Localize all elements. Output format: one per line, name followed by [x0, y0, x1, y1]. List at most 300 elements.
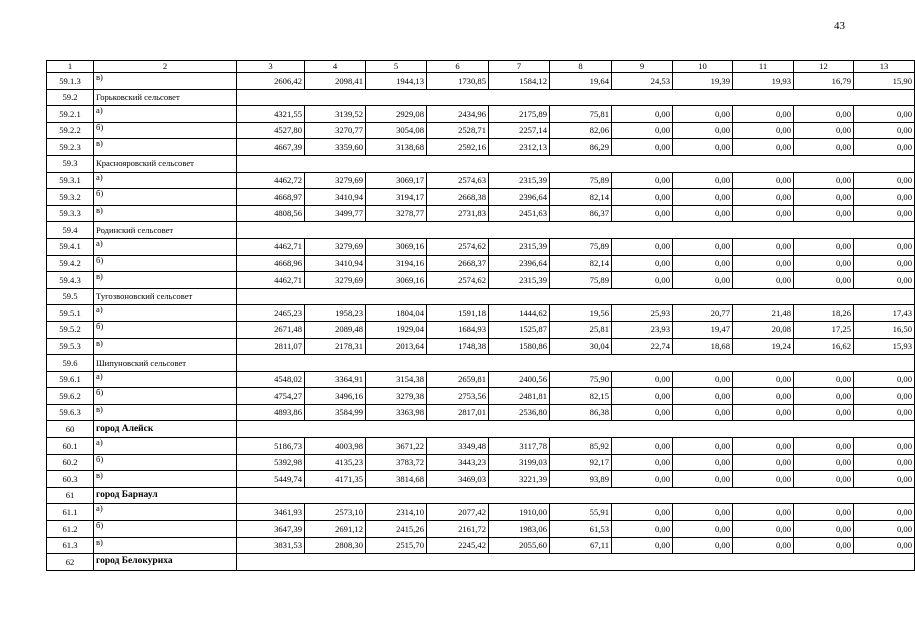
- value-cell: 67,11: [550, 537, 612, 554]
- value-cell: 0,00: [733, 471, 794, 488]
- value-cell: 93,89: [550, 471, 612, 488]
- value-cell: 0,00: [854, 471, 915, 488]
- row-code: 59.4.3: [47, 272, 94, 289]
- value-cell: 5186,73: [237, 438, 305, 455]
- value-cell: 2396,64: [489, 189, 550, 206]
- value-cell: 2451,63: [489, 205, 550, 222]
- table-row: [47, 189, 915, 206]
- value-cell: 0,00: [854, 272, 915, 289]
- value-cell: 0,00: [673, 537, 733, 554]
- value-cell: 0,00: [733, 404, 794, 421]
- value-cell: 2161,72: [427, 521, 489, 538]
- table-row: [47, 73, 915, 90]
- value-cell: 0,00: [794, 454, 854, 471]
- value-cell: 4462,71: [237, 238, 305, 255]
- value-cell: 3496,16: [305, 388, 366, 405]
- value-cell: 20,77: [673, 305, 733, 322]
- value-cell: 2415,26: [366, 521, 427, 538]
- value-cell: 0,00: [733, 537, 794, 554]
- row-variant: в): [94, 404, 237, 421]
- value-cell: 0,00: [854, 388, 915, 405]
- value-cell: 18,68: [673, 338, 733, 355]
- column-header: 4: [305, 61, 366, 73]
- value-cell: 3194,16: [366, 255, 427, 272]
- value-cell: 2175,89: [489, 106, 550, 123]
- value-cell: 19,24: [733, 338, 794, 355]
- value-cell: 3138,68: [366, 139, 427, 156]
- value-cell: 0,00: [794, 537, 854, 554]
- value-cell: 55,91: [550, 504, 612, 521]
- value-cell: 17,43: [854, 305, 915, 322]
- value-cell: 4321,55: [237, 106, 305, 123]
- column-header: 2: [94, 61, 237, 73]
- row-variant: в): [94, 537, 237, 554]
- value-cell: 4462,71: [237, 272, 305, 289]
- value-cell: 0,00: [673, 172, 733, 189]
- value-cell: 24,53: [612, 73, 673, 90]
- value-cell: 2465,23: [237, 305, 305, 322]
- value-cell: 75,89: [550, 272, 612, 289]
- row-variant: а): [94, 305, 237, 322]
- value-cell: 92,17: [550, 454, 612, 471]
- value-cell: 2055,60: [489, 537, 550, 554]
- value-cell: 2671,48: [237, 321, 305, 338]
- value-cell: 85,92: [550, 438, 612, 455]
- value-cell: 4893,86: [237, 404, 305, 421]
- row-code: 61.2: [47, 521, 94, 538]
- section-row: [47, 421, 915, 438]
- value-cell: 0,00: [612, 471, 673, 488]
- value-cell: 2257,14: [489, 122, 550, 139]
- section-title: город Барнаул: [94, 487, 237, 504]
- column-header: 6: [427, 61, 489, 73]
- value-cell: 0,00: [794, 521, 854, 538]
- value-cell: 0,00: [733, 238, 794, 255]
- value-cell: 3443,23: [427, 454, 489, 471]
- value-cell: 2077,42: [427, 504, 489, 521]
- value-cell: 3194,17: [366, 189, 427, 206]
- row-code: 61: [47, 487, 94, 504]
- value-cell: 75,89: [550, 238, 612, 255]
- value-cell: 3279,69: [305, 172, 366, 189]
- row-variant: б): [94, 255, 237, 272]
- section-title: Шипуновский сельсовет: [94, 355, 237, 372]
- row-variant: а): [94, 238, 237, 255]
- value-cell: 3814,68: [366, 471, 427, 488]
- table-row: [47, 371, 915, 388]
- value-cell: 2396,64: [489, 255, 550, 272]
- value-cell: 0,00: [673, 255, 733, 272]
- value-cell: 2315,39: [489, 238, 550, 255]
- column-header: 7: [489, 61, 550, 73]
- value-cell: 0,00: [733, 504, 794, 521]
- value-cell: 0,00: [612, 537, 673, 554]
- empty-cell: [237, 222, 915, 239]
- value-cell: 2515,70: [366, 537, 427, 554]
- value-cell: 0,00: [794, 272, 854, 289]
- value-cell: 0,00: [733, 139, 794, 156]
- value-cell: 2098,41: [305, 73, 366, 90]
- row-code: 60.1: [47, 438, 94, 455]
- value-cell: 75,89: [550, 172, 612, 189]
- row-code: 60.2: [47, 454, 94, 471]
- column-header: 9: [612, 61, 673, 73]
- value-cell: 2536,80: [489, 404, 550, 421]
- value-cell: 0,00: [673, 388, 733, 405]
- value-cell: 2245,42: [427, 537, 489, 554]
- value-cell: 2481,81: [489, 388, 550, 405]
- value-cell: 0,00: [854, 106, 915, 123]
- value-cell: 2434,96: [427, 106, 489, 123]
- value-cell: 2659,81: [427, 371, 489, 388]
- value-cell: 0,00: [733, 388, 794, 405]
- row-variant: в): [94, 338, 237, 355]
- value-cell: 3363,98: [366, 404, 427, 421]
- row-code: 59.1.3: [47, 73, 94, 90]
- value-cell: 0,00: [673, 122, 733, 139]
- value-cell: 0,00: [673, 454, 733, 471]
- row-variant: в): [94, 272, 237, 289]
- row-variant: б): [94, 388, 237, 405]
- value-cell: 2314,10: [366, 504, 427, 521]
- table-row: [47, 521, 915, 538]
- value-cell: 4548,02: [237, 371, 305, 388]
- value-cell: 2929,08: [366, 106, 427, 123]
- value-cell: 1804,04: [366, 305, 427, 322]
- row-code: 59.3.2: [47, 189, 94, 206]
- value-cell: 0,00: [612, 454, 673, 471]
- empty-cell: [237, 288, 915, 305]
- row-code: 61.3: [47, 537, 94, 554]
- empty-cell: [237, 421, 915, 438]
- value-cell: 0,00: [854, 504, 915, 521]
- value-cell: 82,06: [550, 122, 612, 139]
- value-cell: 25,81: [550, 321, 612, 338]
- section-row: [47, 554, 915, 571]
- row-code: 59.5.2: [47, 321, 94, 338]
- value-cell: 3671,22: [366, 438, 427, 455]
- value-cell: 25,93: [612, 305, 673, 322]
- section-row: [47, 89, 915, 106]
- value-cell: 3221,39: [489, 471, 550, 488]
- value-cell: 4171,35: [305, 471, 366, 488]
- section-row: [47, 355, 915, 372]
- value-cell: 2315,39: [489, 272, 550, 289]
- value-cell: 0,00: [612, 139, 673, 156]
- value-cell: 3410,94: [305, 189, 366, 206]
- value-cell: 1748,38: [427, 338, 489, 355]
- row-code: 59.6.2: [47, 388, 94, 405]
- value-cell: 19,64: [550, 73, 612, 90]
- section-row: [47, 155, 915, 172]
- value-cell: 0,00: [612, 438, 673, 455]
- value-cell: 3278,77: [366, 205, 427, 222]
- value-cell: 3069,17: [366, 172, 427, 189]
- value-cell: 2731,83: [427, 205, 489, 222]
- value-cell: 3469,03: [427, 471, 489, 488]
- value-cell: 5392,98: [237, 454, 305, 471]
- value-cell: 4668,97: [237, 189, 305, 206]
- value-cell: 3349,48: [427, 438, 489, 455]
- row-code: 59.3.1: [47, 172, 94, 189]
- column-header: 1: [47, 61, 94, 73]
- value-cell: 0,00: [673, 371, 733, 388]
- column-header: 10: [673, 61, 733, 73]
- table-row: [47, 305, 915, 322]
- value-cell: 0,00: [673, 205, 733, 222]
- row-variant: в): [94, 73, 237, 90]
- value-cell: 4667,39: [237, 139, 305, 156]
- value-cell: 0,00: [733, 205, 794, 222]
- value-cell: 0,00: [612, 388, 673, 405]
- value-cell: 0,00: [612, 404, 673, 421]
- value-cell: 0,00: [612, 272, 673, 289]
- row-code: 62: [47, 554, 94, 571]
- value-cell: 0,00: [733, 106, 794, 123]
- value-cell: 82,15: [550, 388, 612, 405]
- value-cell: 2668,37: [427, 255, 489, 272]
- value-cell: 0,00: [673, 139, 733, 156]
- value-cell: 2013,64: [366, 338, 427, 355]
- value-cell: 0,00: [673, 404, 733, 421]
- value-cell: 0,00: [854, 122, 915, 139]
- value-cell: 3783,72: [366, 454, 427, 471]
- table-body: [47, 73, 915, 571]
- value-cell: 0,00: [733, 438, 794, 455]
- row-code: 60.3: [47, 471, 94, 488]
- value-cell: 20,08: [733, 321, 794, 338]
- value-cell: 0,00: [612, 504, 673, 521]
- value-cell: 2592,16: [427, 139, 489, 156]
- value-cell: 2574,62: [427, 272, 489, 289]
- value-cell: 5449,74: [237, 471, 305, 488]
- row-variant: б): [94, 122, 237, 139]
- value-cell: 0,00: [733, 272, 794, 289]
- value-cell: 3154,38: [366, 371, 427, 388]
- value-cell: 0,00: [612, 189, 673, 206]
- empty-cell: [237, 155, 915, 172]
- row-variant: а): [94, 172, 237, 189]
- table-row: [47, 321, 915, 338]
- value-cell: 0,00: [612, 205, 673, 222]
- value-cell: 61,53: [550, 521, 612, 538]
- row-code: 59.4.1: [47, 238, 94, 255]
- value-cell: 86,38: [550, 404, 612, 421]
- table-row: [47, 139, 915, 156]
- value-cell: 0,00: [733, 172, 794, 189]
- value-cell: 0,00: [733, 122, 794, 139]
- value-cell: 0,00: [673, 238, 733, 255]
- value-cell: 4527,80: [237, 122, 305, 139]
- value-cell: 1929,04: [366, 321, 427, 338]
- value-cell: 0,00: [733, 521, 794, 538]
- tariff-table: [46, 60, 915, 571]
- row-variant: а): [94, 504, 237, 521]
- value-cell: 0,00: [673, 438, 733, 455]
- value-cell: 22,74: [612, 338, 673, 355]
- table-row: [47, 504, 915, 521]
- row-code: 59.5.1: [47, 305, 94, 322]
- row-code: 59.3.3: [47, 205, 94, 222]
- value-cell: 1730,85: [427, 73, 489, 90]
- table-row: [47, 106, 915, 123]
- value-cell: 3069,16: [366, 238, 427, 255]
- value-cell: 3139,52: [305, 106, 366, 123]
- table-row: [47, 172, 915, 189]
- value-cell: 1584,12: [489, 73, 550, 90]
- value-cell: 82,14: [550, 255, 612, 272]
- value-cell: 0,00: [794, 172, 854, 189]
- value-cell: 0,00: [794, 438, 854, 455]
- table-row: [47, 471, 915, 488]
- value-cell: 19,47: [673, 321, 733, 338]
- value-cell: 0,00: [794, 122, 854, 139]
- row-variant: б): [94, 454, 237, 471]
- value-cell: 0,00: [854, 238, 915, 255]
- row-variant: б): [94, 521, 237, 538]
- value-cell: 0,00: [854, 172, 915, 189]
- value-cell: 0,00: [673, 106, 733, 123]
- value-cell: 0,00: [854, 189, 915, 206]
- value-cell: 75,81: [550, 106, 612, 123]
- value-cell: 0,00: [673, 189, 733, 206]
- value-cell: 0,00: [794, 404, 854, 421]
- value-cell: 21,48: [733, 305, 794, 322]
- value-cell: 1444,62: [489, 305, 550, 322]
- row-variant: б): [94, 189, 237, 206]
- value-cell: 1944,13: [366, 73, 427, 90]
- value-cell: 0,00: [794, 471, 854, 488]
- value-cell: 1684,93: [427, 321, 489, 338]
- value-cell: 2528,71: [427, 122, 489, 139]
- value-cell: 4754,27: [237, 388, 305, 405]
- table-row: [47, 438, 915, 455]
- row-variant: в): [94, 205, 237, 222]
- value-cell: 18,26: [794, 305, 854, 322]
- value-cell: 3461,93: [237, 504, 305, 521]
- value-cell: 0,00: [854, 205, 915, 222]
- value-cell: 3270,77: [305, 122, 366, 139]
- value-cell: 19,56: [550, 305, 612, 322]
- value-cell: 0,00: [733, 189, 794, 206]
- table-row: [47, 122, 915, 139]
- value-cell: 2400,56: [489, 371, 550, 388]
- row-code: 59.5.3: [47, 338, 94, 355]
- value-cell: 3499,77: [305, 205, 366, 222]
- value-cell: 16,50: [854, 321, 915, 338]
- row-code: 59.6.1: [47, 371, 94, 388]
- page-number: 43: [834, 20, 845, 32]
- section-title: Краснояровский сельсовет: [94, 155, 237, 172]
- value-cell: 2606,42: [237, 73, 305, 90]
- value-cell: 0,00: [854, 371, 915, 388]
- value-cell: 0,00: [612, 255, 673, 272]
- value-cell: 0,00: [612, 521, 673, 538]
- value-cell: 0,00: [794, 504, 854, 521]
- value-cell: 0,00: [794, 189, 854, 206]
- value-cell: 75,90: [550, 371, 612, 388]
- value-cell: 19,39: [673, 73, 733, 90]
- section-title: город Белокуриха: [94, 554, 237, 571]
- value-cell: 16,79: [794, 73, 854, 90]
- value-cell: 0,00: [673, 521, 733, 538]
- value-cell: 0,00: [794, 388, 854, 405]
- value-cell: 3364,91: [305, 371, 366, 388]
- value-cell: 3054,08: [366, 122, 427, 139]
- value-cell: 0,00: [854, 521, 915, 538]
- section-row: [47, 222, 915, 239]
- value-cell: 0,00: [733, 371, 794, 388]
- value-cell: 0,00: [794, 106, 854, 123]
- value-cell: 1580,86: [489, 338, 550, 355]
- value-cell: 15,90: [854, 73, 915, 90]
- column-header: 8: [550, 61, 612, 73]
- value-cell: 3831,53: [237, 537, 305, 554]
- value-cell: 1910,00: [489, 504, 550, 521]
- section-title: Родинский сельсовет: [94, 222, 237, 239]
- section-row: [47, 288, 915, 305]
- value-cell: 0,00: [612, 371, 673, 388]
- row-variant: в): [94, 471, 237, 488]
- value-cell: 2817,01: [427, 404, 489, 421]
- value-cell: 2574,62: [427, 238, 489, 255]
- value-cell: 1591,18: [427, 305, 489, 322]
- value-cell: 2315,39: [489, 172, 550, 189]
- value-cell: 3279,69: [305, 238, 366, 255]
- value-cell: 2178,31: [305, 338, 366, 355]
- value-cell: 0,00: [612, 172, 673, 189]
- value-cell: 2668,38: [427, 189, 489, 206]
- row-code: 61.1: [47, 504, 94, 521]
- row-code: 59.6: [47, 355, 94, 372]
- table-row: [47, 388, 915, 405]
- value-cell: 17,25: [794, 321, 854, 338]
- value-cell: 0,00: [854, 139, 915, 156]
- column-header: 11: [733, 61, 794, 73]
- row-code: 59.6.3: [47, 404, 94, 421]
- value-cell: 3647,39: [237, 521, 305, 538]
- value-cell: 4808,56: [237, 205, 305, 222]
- value-cell: 3199,03: [489, 454, 550, 471]
- value-cell: 19,93: [733, 73, 794, 90]
- row-variant: а): [94, 438, 237, 455]
- value-cell: 0,00: [854, 404, 915, 421]
- row-code: 59.3: [47, 155, 94, 172]
- value-cell: 4462,72: [237, 172, 305, 189]
- value-cell: 0,00: [794, 205, 854, 222]
- value-cell: 3410,94: [305, 255, 366, 272]
- empty-cell: [237, 355, 915, 372]
- section-title: город Алейск: [94, 421, 237, 438]
- row-variant: а): [94, 371, 237, 388]
- value-cell: 2753,56: [427, 388, 489, 405]
- value-cell: 16,62: [794, 338, 854, 355]
- value-cell: 4668,96: [237, 255, 305, 272]
- value-cell: 2312,13: [489, 139, 550, 156]
- table-row: [47, 272, 915, 289]
- section-title: Тугозвоновский сельсовет: [94, 288, 237, 305]
- value-cell: 23,93: [612, 321, 673, 338]
- value-cell: 1958,23: [305, 305, 366, 322]
- value-cell: 30,04: [550, 338, 612, 355]
- row-variant: а): [94, 106, 237, 123]
- value-cell: 4135,23: [305, 454, 366, 471]
- value-cell: 82,14: [550, 189, 612, 206]
- empty-cell: [237, 554, 915, 571]
- table-row: [47, 338, 915, 355]
- table-row: [47, 537, 915, 554]
- value-cell: 1525,87: [489, 321, 550, 338]
